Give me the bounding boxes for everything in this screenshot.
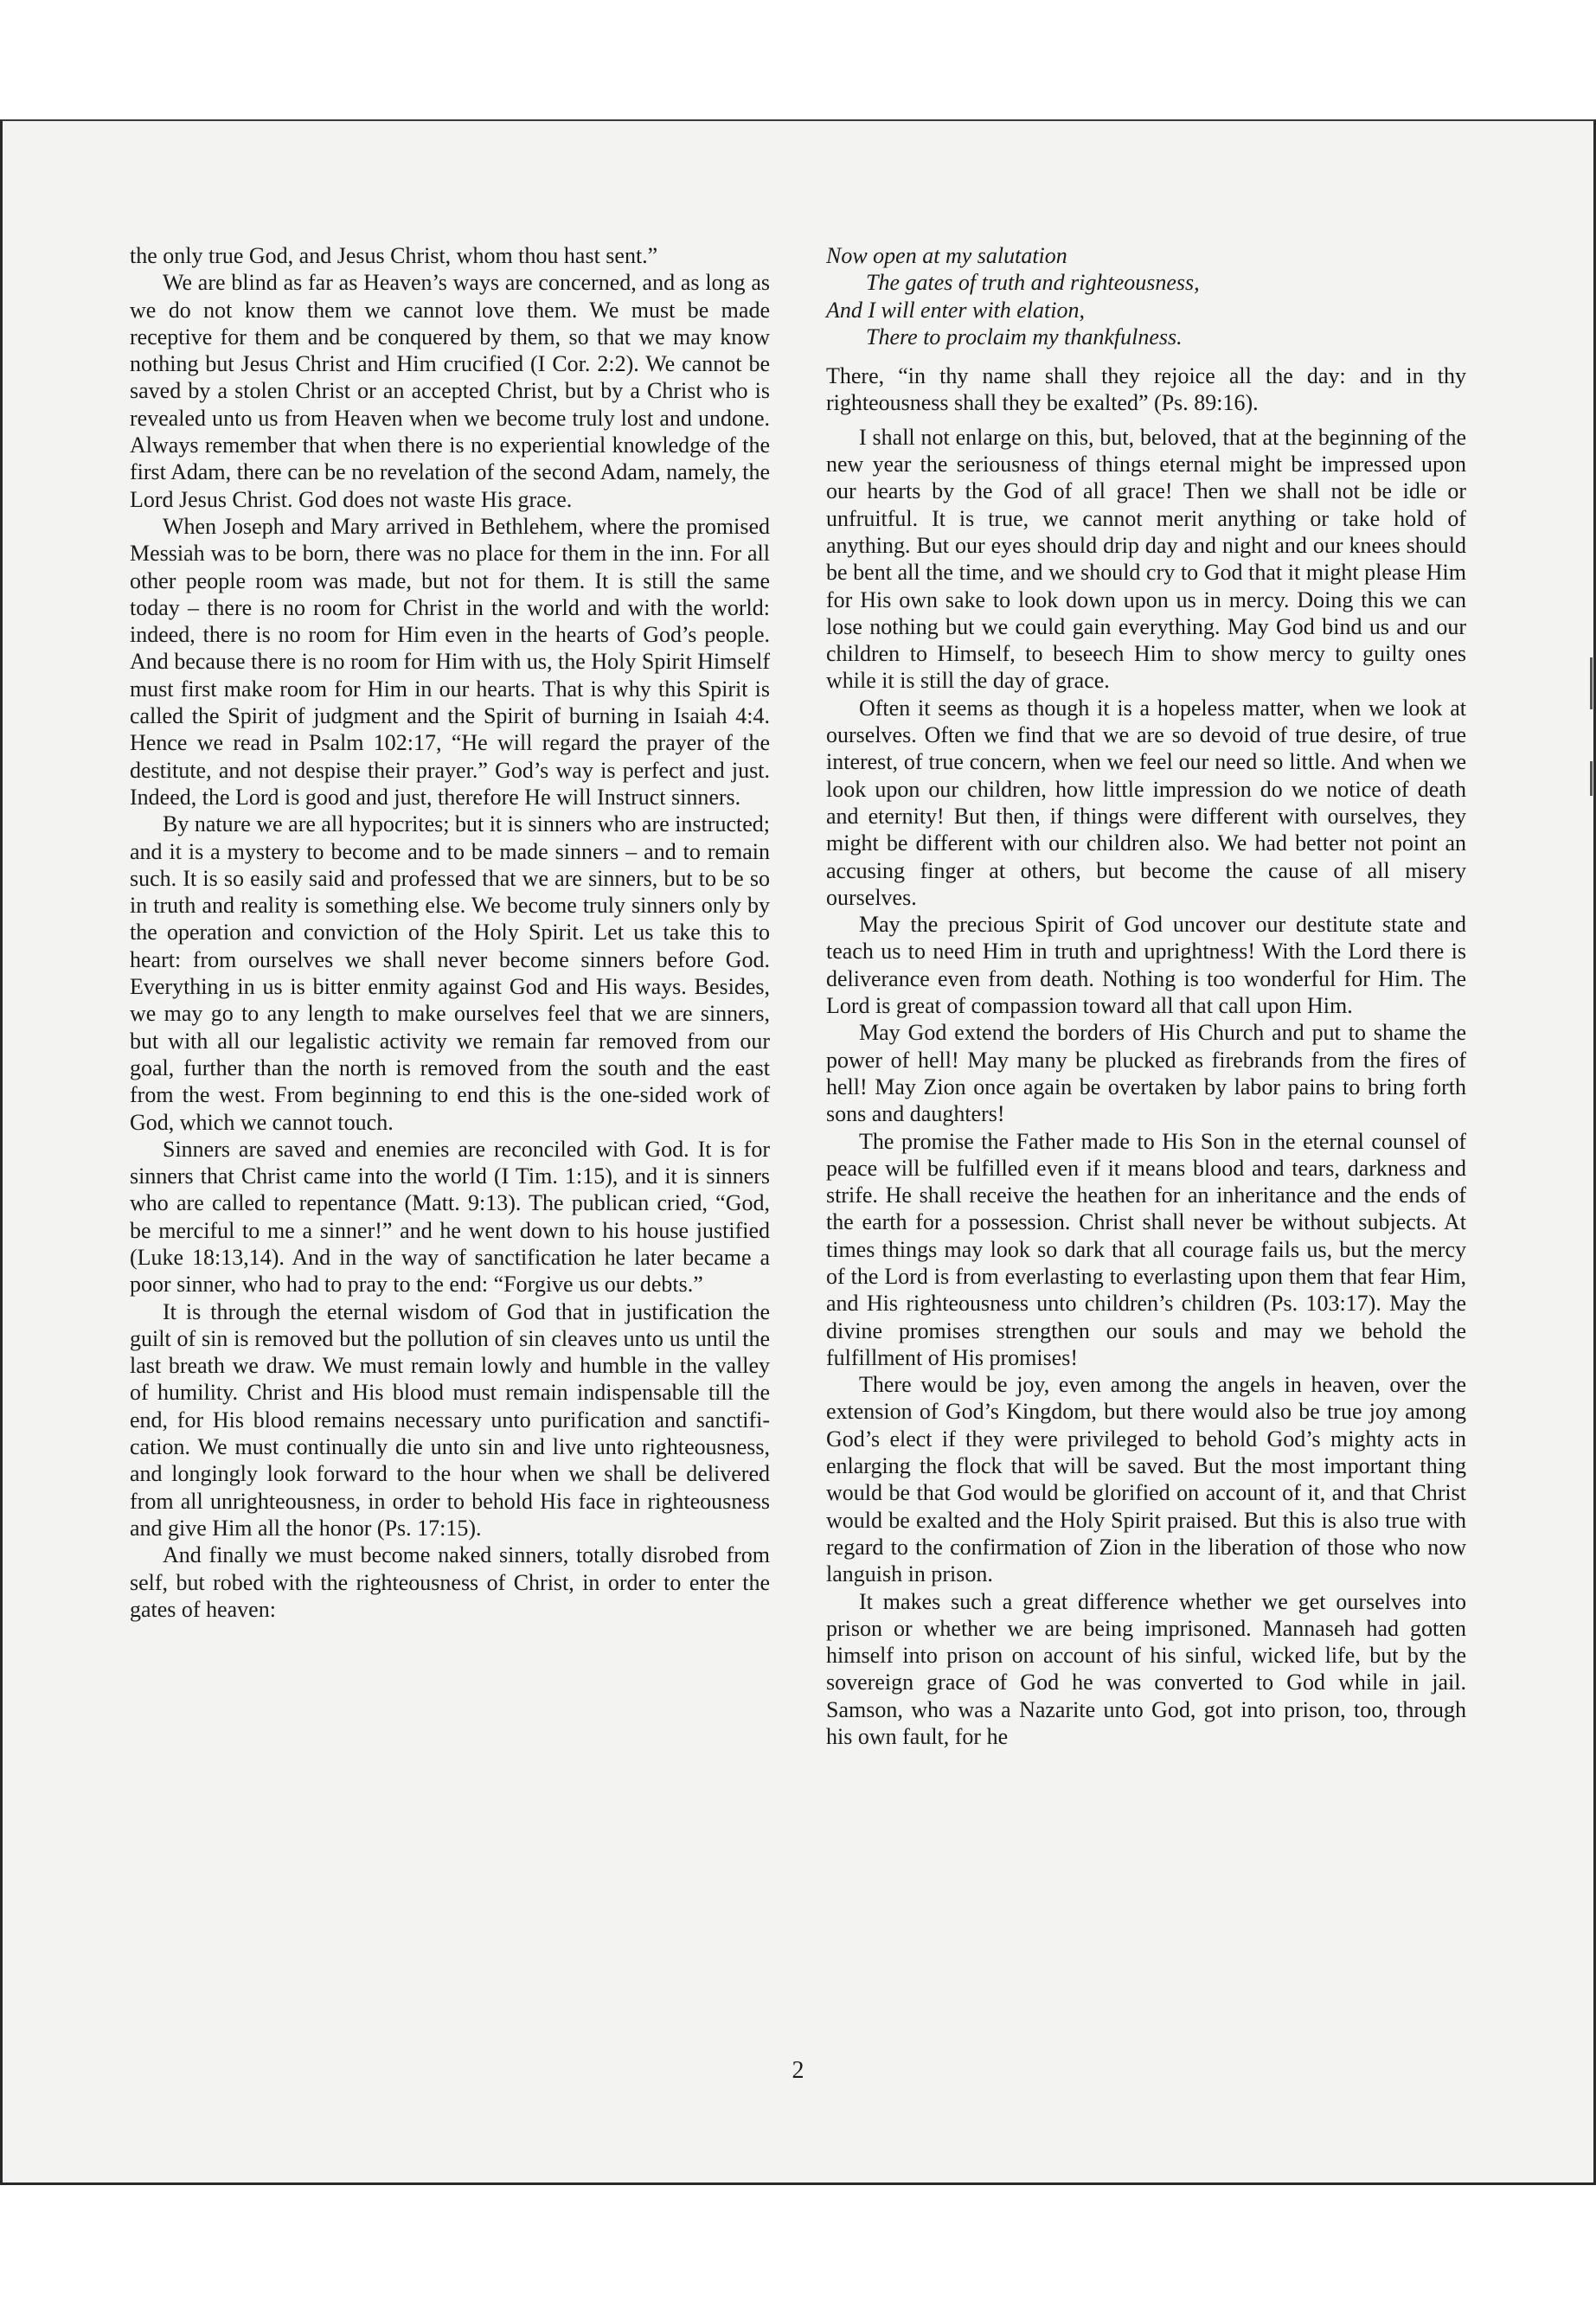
paragraph: I shall not enlarge on this, but, beloved, that at the beginning of the new year the seriousness of things eternal might be impressed upon our hearts by the God of all grace! Then we shall not be idle or unfruitful. It is true, we cannot merit anything or take hold of anything. But our eyes should drip day and night and our knees should be bent all the time, and we should cry to God that it might please Him for His own sake to look down upon us in mercy. Doing this we can lose nothing but we could gain everything. May God bind us and our children to Himself, to beseech Him to show mercy to guilty ones while it is still the day of grace. bbox=[826, 424, 1466, 694]
paragraph: It makes such a great difference whether we get ourselves into prison or whether we are being imprisoned. Mannaseh had gotten himself into prison on account of his sinful, wicked life, but by the sovereign grace of God he was converted to God while in jail. Samson, who was a Nazarite unto God, got into prison, too, through his own fault, for he bbox=[826, 1588, 1466, 1750]
verse-line: The gates of truth and righteousness, bbox=[866, 270, 1200, 296]
paragraph: Often it seems as though it is a hopeless matter, when we look at ourselves. Often we find that we are so devoid of true desire, of true interest, of true concern, when we feel our need so little. And when we look upon our children, how little impression do we notice of death and eternity! But then, if things were different with ourselves, they might be different with our children also. We had better not point an accusing finger at others, but become the cause of all misery ourselves. bbox=[826, 695, 1466, 910]
right-column bbox=[826, 242, 1466, 1750]
page-content bbox=[130, 242, 1466, 2111]
paragraph: When Joseph and Mary arrived in Bethlehem, where the promised Messiah was to be born, there was no place for them in the inn. For all other people room was made, but not for them. It is still the same today – there is no room for Christ in the world and with the world: indeed, there is no room for Him even in the hearts of God’s people. And because there is no room for Him with us, the Holy Spirit Himself must first make room for Him in our hearts. That is why this Spirit is called the Spirit of judgment and the Spirit of burning in Isaiah 4:4. Hence we read in Psalm 102:17, “He will regard the prayer of the destitute, and not despise their prayer.” God’s way is perfect and just. Indeed, the Lord is good and just, therefore He will Instruct sinners. bbox=[130, 513, 770, 810]
paragraph: There, “in thy name shall they rejoice all the day: and in thy righteousness shall they be exalted” (Ps. 89:16). bbox=[826, 363, 1466, 416]
verse-line: And I will enter with elation, bbox=[826, 297, 1085, 323]
paragraph: We are blind as far as Heaven’s ways are concerned, and as long as we do not know them we cannot love them. We must be made receptive for them and be conquered by them, so that we may know nothing but Jesus Christ and Him crucified (I Cor. 2:2). We cannot be saved by a stolen Christ or an accepted Christ, but by a Christ who is revealed unto us from Heaven when we become truly lost and undone. Always remember that when there is no experiential knowledge of the first Adam, there can be no revelation of the second Adam, namely, the Lord Jesus Christ. God does not waste His grace. bbox=[130, 270, 770, 512]
paragraph: The promise the Father made to His Son in the eternal counsel of peace will be fulfilled even if it means blood and tears, darkness and strife. He shall receive the heathen for an inheritance and the ends of the earth for a possession. Christ shall never be without subjects. At times things may look so dark that all courage fails us, but the mercy of the Lord is from everlasting to everlasting upon them that fear Him, and His righteousness unto children’s children (Ps. 103:17). May the divine promises strengthen our souls and may we behold the fulfillment of His promises! bbox=[826, 1128, 1466, 1370]
paragraph: May God extend the borders of His Church and put to shame the power of hell! May many be plucked as firebrands from the fires of hell! May Zion once again be overtaken by labor pains to bring forth sons and daughters! bbox=[826, 1020, 1466, 1127]
page-number: 2 bbox=[792, 2057, 804, 2084]
paragraph: the only true God, and Jesus Christ, whom thou hast sent.” bbox=[130, 243, 658, 268]
paragraph: And finally we must become naked sinners, totally disrobed from self, but robed with the righteousness of Christ, in order to enter the gates of heaven: bbox=[130, 1542, 770, 1622]
verse-line: Now open at my salutation bbox=[826, 243, 1067, 268]
hymn-verse bbox=[826, 242, 1466, 350]
paragraph: May the precious Spirit of God uncover our destitute state and teach us to need Him in truth and uprightness! With the Lord there is deliverance even from death. Nothing is too wonderful for Him. The Lord is great of compassion toward all that call upon Him. bbox=[826, 912, 1466, 1019]
paragraph: By nature we are all hypocrites; but it is sinners who are instructed; and it is a mystery to become and to be made sinners – and to remain such. It is so easily said and professed that we are sinners, but to be so in truth and reality is something else. We become truly sinners only by the operation and conviction of the Holy Spirit. Let us take this to heart: from ourselves we shall never become sinners before God. Everything in us is bitter enmity against God and His ways. Besides, we may go to any length to make ourselves feel that we are sinners, but with all our legalistic activity we remain far removed from our goal, further than the north is removed from the south and the east from the west. From beginning to end this is the one-sided work of God, which we cannot touch. bbox=[130, 811, 770, 1135]
paragraph: It is through the eternal wisdom of God that in justification the guilt of sin is removed but the pollution of sin cleaves unto us until the last breath we draw. We must remain lowly and humble in the valley of humility. Christ and His blood must remain indispensable till the end, for His blood remains necessary unto purification and sanctification. We must continually die unto sin and live unto righteousness, and longingly look forward to the hour when we shall be delivered from all unrighteousness, in order to behold His face in righteousness and give Him all the honor (Ps. 17:15). bbox=[130, 1298, 770, 1541]
left-column bbox=[130, 242, 770, 1623]
right-edge-mark bbox=[1590, 657, 1593, 709]
right-edge-mark bbox=[1590, 761, 1593, 796]
paragraph: Sinners are saved and enemies are reconciled with God. It is for sinners that Christ came into the world (I Tim. 1:15), and it is sinners who are called to repentance (Matt. 9:13). The publican cried, “God, be merciful to me a sinner!” and he went down to his house justified (Luke 18:13,14). And in the way of sanctification he later became a poor sinner, who had to pray to the end: “Forgive us our debts.” bbox=[130, 1136, 770, 1298]
paragraph: There would be joy, even among the angels in heaven, over the extension of God’s Kingdom, but there would also be true joy among God’s elect if they were privileged to behold God’s mighty acts in enlarging the flock that will be saved. But the most important thing would be that God would be glorified on account of it, and that Christ would be exalted and the Holy Spirit praised. But this is also true with regard to the confirmation of Zion in the liberation of those who now languish in prison. bbox=[826, 1372, 1466, 1587]
verse-line: There to proclaim my thankfulness. bbox=[866, 324, 1183, 349]
